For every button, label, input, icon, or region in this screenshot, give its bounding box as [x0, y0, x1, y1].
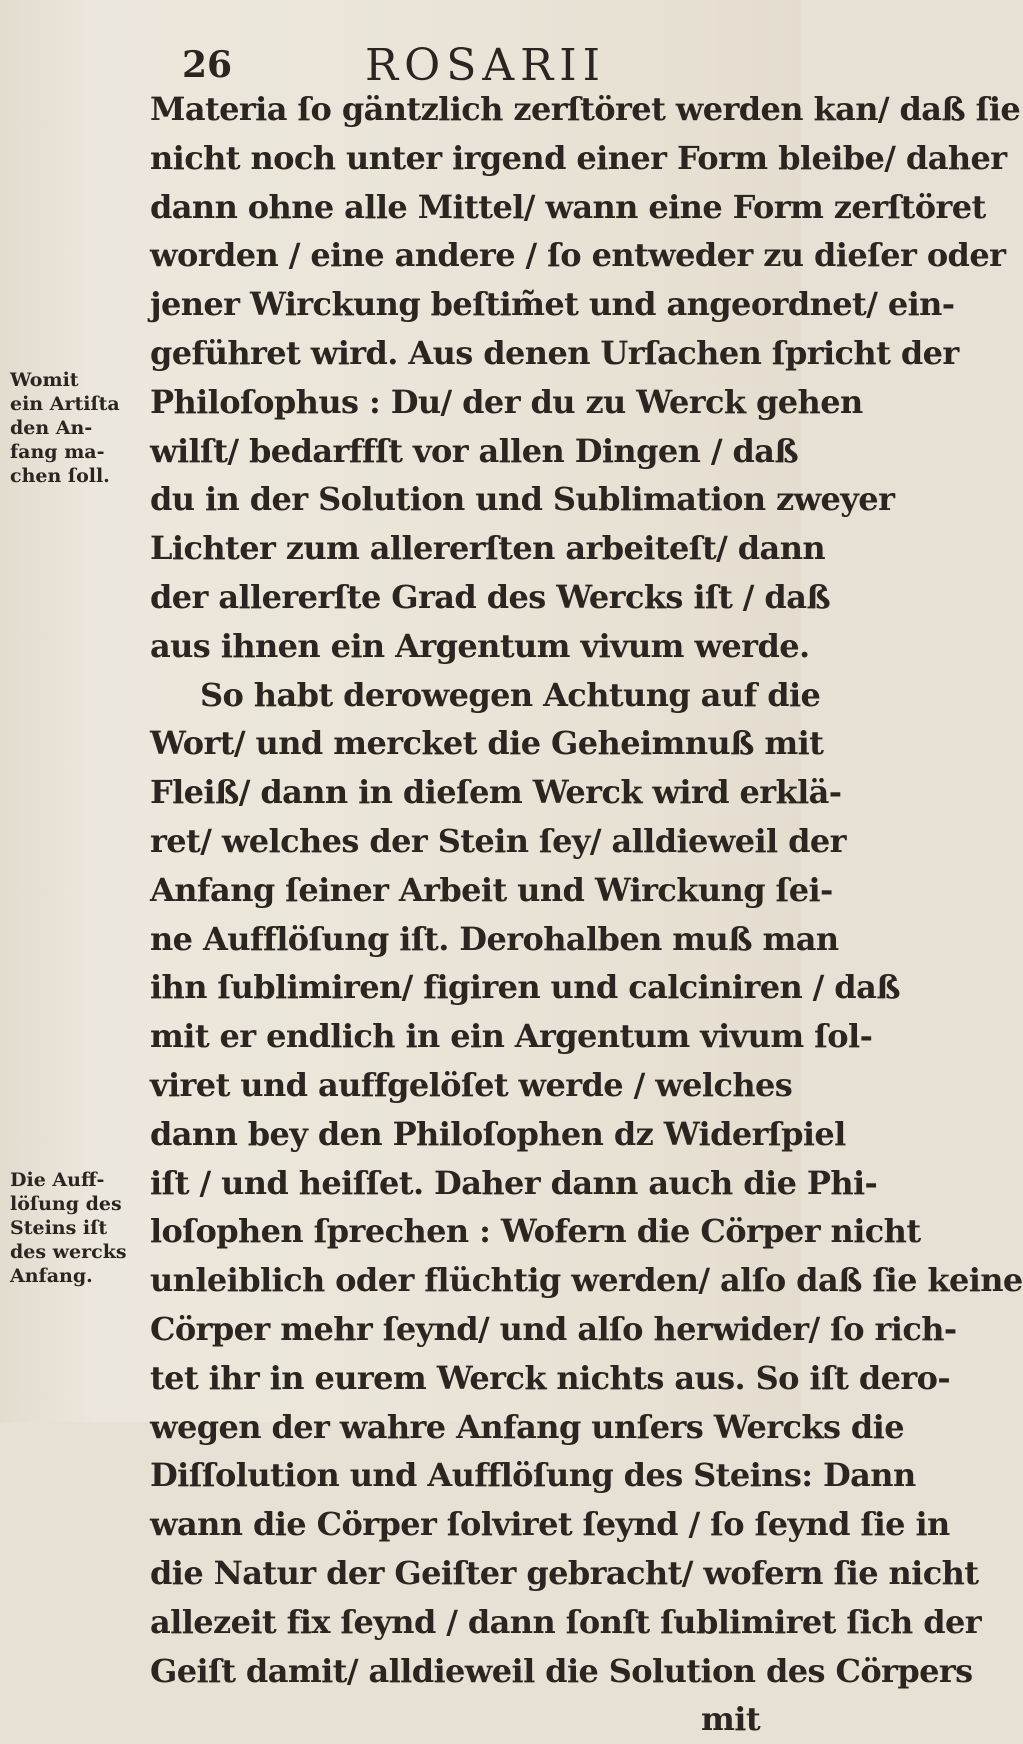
text-line: Wort/ und mercket die Geheimnuß mit — [150, 724, 824, 763]
text-line: worden / eine andere / ſo entweder zu dieſer oder — [150, 236, 1006, 275]
text-line: wegen der wahre Anfang unſers Wercks die — [150, 1407, 904, 1446]
running-title: ROSARII — [365, 40, 607, 91]
text-line: geführet wird. Aus denen Urſachen ſpricht der — [150, 333, 959, 372]
text-line: Geiſt damit/ alldieweil die Solution des Cörpers — [150, 1651, 973, 1690]
text-line: Lichter zum allererſten arbeiteſt/ dann — [150, 529, 826, 568]
margin-note-line: Die Auff- — [10, 1169, 105, 1191]
text-line: viret und auffgelöſet werde / welches — [150, 1065, 793, 1104]
margin-note-2 — [10, 1168, 150, 1288]
margin-note-line: Womit — [10, 369, 79, 391]
margin-note-line: Steins iſt — [10, 1217, 108, 1239]
text-line: wilſt/ bedarffſt vor allen Dingen / daß — [150, 431, 799, 470]
text-line: Materia ſo gäntzlich zerſtöret werden kan/ daß ſie — [150, 90, 1021, 128]
text-line: dann ohne alle Mittel/ wann eine Form zerſtöret — [150, 187, 986, 226]
text-line: Diſſolution und Aufflöſung des Steins: Dann — [150, 1456, 916, 1495]
text-line: Fleiß/ dann in dieſem Werck wird erklä- — [150, 773, 842, 812]
text-line: ret/ welches der Stein ſey/ alldieweil der — [150, 821, 846, 860]
margin-note-1 — [10, 368, 150, 488]
text-line: mit er endlich in ein Argentum vivum ſol- — [150, 1017, 873, 1056]
text-line: loſophen ſprechen : Wofern die Cörper nicht — [150, 1212, 921, 1251]
text-line: tet ihr in eurem Werck nichts aus. So iſt dero- — [150, 1358, 951, 1397]
text-line: aus ihnen ein Argentum vivum werde. — [150, 626, 810, 665]
text-line: Cörper mehr ſeynd/ und alſo herwider/ ſo rich- — [150, 1309, 957, 1348]
text-line: ne Aufflöſung iſt. Derohalben muß man — [150, 919, 839, 958]
margin-note-line: Anfang. — [10, 1265, 93, 1287]
page-header — [0, 40, 801, 90]
text-line: die Natur der Geiſter gebracht/ wofern ſie nicht — [150, 1553, 979, 1592]
text-line: du in der Solution und Sublimation zweyer — [150, 480, 895, 519]
margin-note-line: den An- — [10, 417, 93, 439]
text-line: iſt / und heiſſet. Daher dann auch die Phi- — [150, 1163, 878, 1202]
margin-note-line: fang ma- — [10, 441, 105, 463]
margin-note-line: löſung des — [10, 1193, 122, 1215]
text-line: Philoſophus : Du/ der du zu Werck gehen — [150, 382, 863, 421]
text-line: wann die Cörper ſolviret ſeynd / ſo ſeynd ſie in — [150, 1505, 950, 1544]
catchword: mit — [701, 1700, 760, 1739]
text-line: ihn ſublimiren/ figiren und calciniren / daß — [150, 968, 900, 1007]
text-line: jener Wirckung beſtim̃et und angeordnet/ ein- — [150, 285, 955, 324]
margin-note-line: des wercks — [10, 1241, 127, 1263]
main-text — [150, 85, 1023, 1744]
text-line: Anfang ſeiner Arbeit und Wirckung ſei- — [150, 870, 833, 909]
text-line: unleiblich oder flüchtig werden/ alſo daß ſie keine — [150, 1261, 1023, 1300]
text-line: der allererſte Grad des Wercks iſt / daß — [150, 577, 831, 616]
text-line: allezeit fix ſeynd / dann ſonſt ſublimiret ſich der — [150, 1602, 982, 1641]
page-number: 26 — [182, 44, 233, 86]
text-line: So habt derowegen Achtung auf die — [200, 675, 821, 714]
text-line: nicht noch unter irgend einer Form bleibe/ daher — [150, 138, 1007, 177]
margin-note-line: chen ſoll. — [10, 465, 110, 487]
margin-note-line: ein Artiſta — [10, 393, 120, 415]
text-line: dann bey den Philoſophen dz Widerſpiel — [150, 1114, 846, 1153]
